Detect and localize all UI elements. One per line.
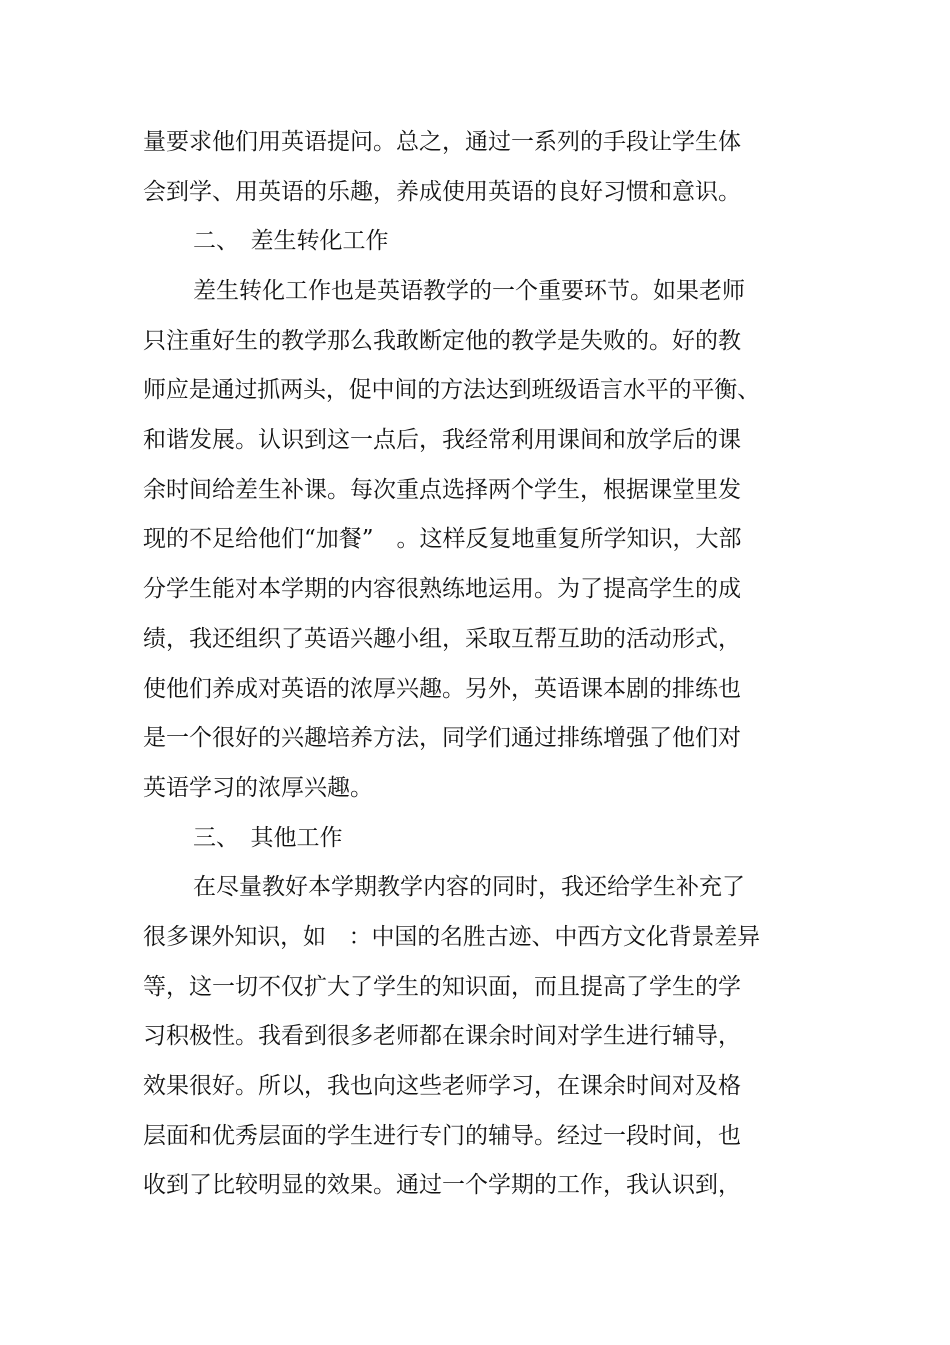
body-text-line: 和谐发展。认识到这一点后，我经常利用课间和放学后的课: [143, 427, 741, 453]
section-heading-3: 三、 其他工作: [193, 825, 343, 851]
body-text-line: 英语学习的浓厚兴趣。: [143, 775, 373, 801]
body-text-line: 效果很好。所以，我也向这些老师学习，在课余时间对及格: [143, 1073, 741, 1099]
body-text-line: 是一个很好的兴趣培养方法，同学们通过排练增强了他们对: [143, 725, 741, 751]
body-text-line: 层面和优秀层面的学生进行专门的辅导。经过一段时间，也: [143, 1123, 741, 1149]
body-text-line: 只注重好生的教学那么我敢断定他的教学是失败的。好的教: [143, 328, 741, 354]
body-text-line: 余时间给差生补课。每次重点选择两个学生，根据课堂里发: [143, 477, 741, 503]
body-text-line: 量要求他们用英语提问。总之，通过一系列的手段让学生体: [143, 129, 741, 155]
body-text-line: 现的不足给他们“加餐” 。这样反复地重复所学知识，大部: [143, 526, 742, 552]
body-text-line: 很多课外知识，如 ：中国的名胜古迹、中西方文化背景差异: [143, 924, 760, 950]
paragraph-first-line: 差生转化工作也是英语教学的一个重要环节。如果老师: [193, 278, 745, 304]
body-text-line: 使他们养成对英语的浓厚兴趣。另外，英语课本剧的排练也: [143, 676, 741, 702]
body-text-line: 等，这一切不仅扩大了学生的知识面，而且提高了学生的学: [143, 974, 741, 1000]
body-text-line: 习积极性。我看到很多老师都在课余时间对学生进行辅导，: [143, 1023, 741, 1049]
body-text-line: 收到了比较明显的效果。通过一个学期的工作，我认识到，: [143, 1172, 741, 1198]
paragraph-first-line: 在尽量教好本学期教学内容的同时，我还给学生补充了: [193, 874, 745, 900]
section-heading-2: 二、 差生转化工作: [193, 228, 389, 254]
body-text-line: 会到学、用英语的乐趣，养成使用英语的良好习惯和意识。: [143, 179, 741, 205]
body-text-line: 绩，我还组织了英语兴趣小组，采取互帮互助的活动形式，: [143, 626, 741, 652]
body-text-line: 师应是通过抓两头，促中间的方法达到班级语言水平的平衡、: [143, 377, 760, 403]
body-text-line: 分学生能对本学期的内容很熟练地运用。为了提高学生的成: [143, 576, 741, 602]
